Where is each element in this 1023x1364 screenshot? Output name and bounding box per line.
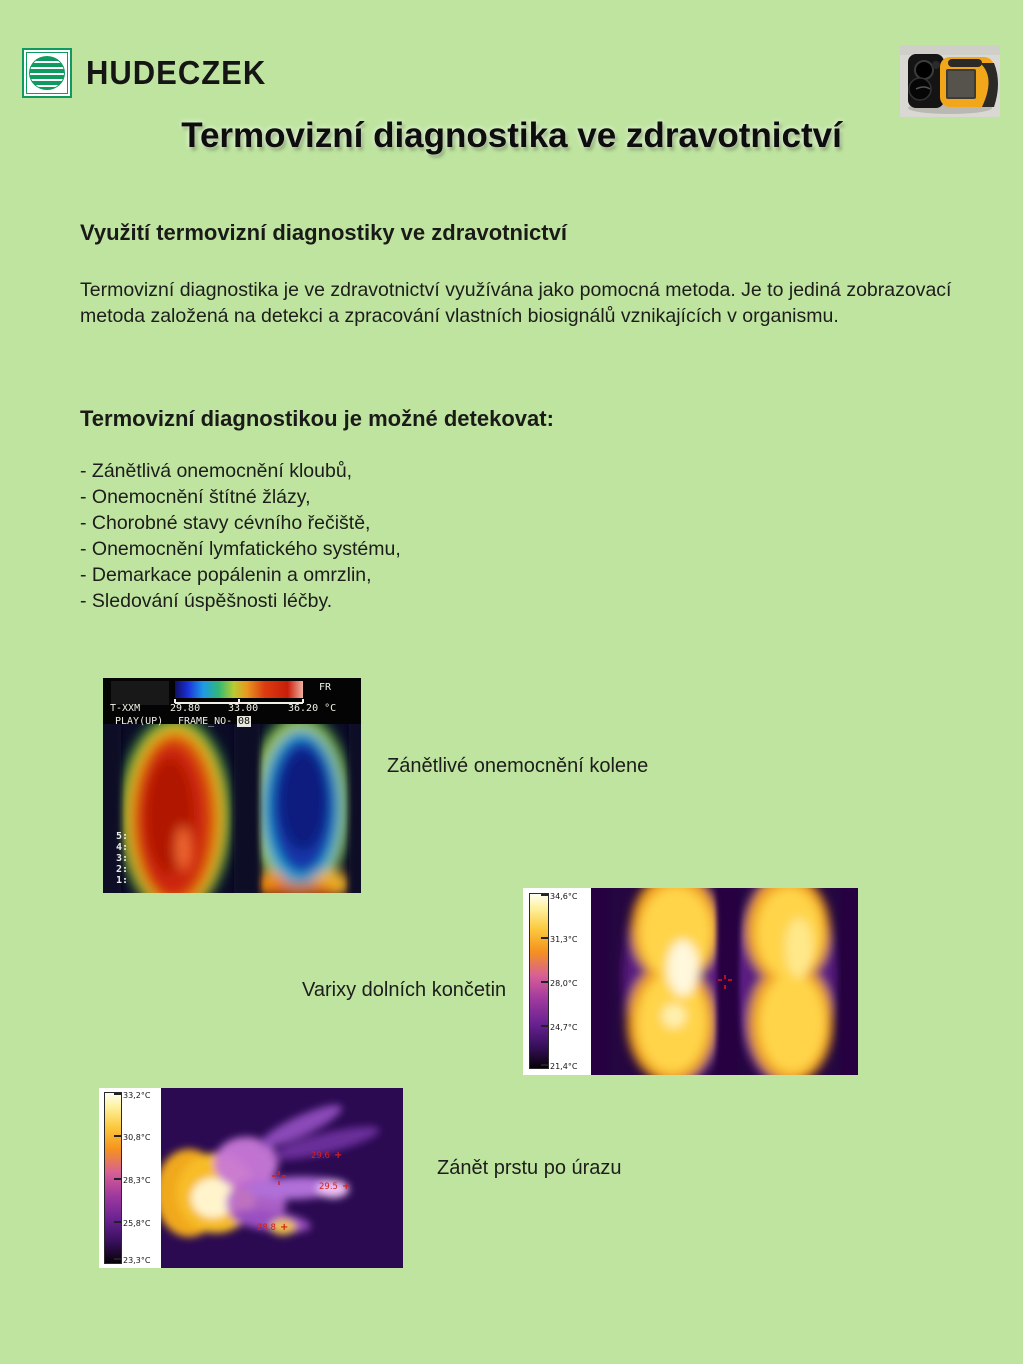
spot-cross-icon: + xyxy=(333,1150,343,1161)
scale-tick-label: 31,3°C xyxy=(550,935,578,944)
right-leg-region xyxy=(733,888,837,1075)
list-item: - Zánětlivá onemocnění kloubů, xyxy=(80,460,353,482)
figure-caption-hand: Zánět prstu po úrazu xyxy=(437,1157,622,1179)
page-title: Termovizní diagnostika ve zdravotnictví xyxy=(181,116,842,155)
hand-thermogram-image xyxy=(161,1088,403,1268)
company-logo xyxy=(22,48,266,98)
scale-tick-label: 23,3°C xyxy=(123,1256,151,1265)
detect-list xyxy=(80,458,401,614)
osd-scale-min: 29.80 xyxy=(170,703,201,714)
scale-tick-label: 21,4°C xyxy=(550,1062,578,1071)
spot-cross-icon: + xyxy=(341,1181,351,1192)
temperature-scale xyxy=(523,888,591,1075)
scale-tick-label: 28,3°C xyxy=(123,1176,151,1185)
thermal-camera-photo xyxy=(900,45,1000,117)
color-scale-bar xyxy=(175,681,303,698)
scale-tick-label: 28,0°C xyxy=(550,979,578,988)
hand-thermogram-figure xyxy=(99,1088,403,1268)
intro-heading: Využití termovizní diagnostiky ve zdravotnictví xyxy=(80,220,567,245)
scale-tick-label: 33,2°C xyxy=(123,1091,151,1100)
spot-cross-icon: + xyxy=(279,1222,289,1233)
left-leg-region xyxy=(623,888,733,1075)
detect-heading: Termovizní diagnostikou je možné detekovat: xyxy=(80,406,554,431)
osd-scale-mid: 33.00 xyxy=(228,703,259,714)
legs-thermogram-image xyxy=(591,888,858,1075)
scale-tick-label: 34,6°C xyxy=(550,892,578,901)
list-item: - Chorobné stavy cévního řečiště, xyxy=(80,512,371,534)
osd-scale-max: 36.20 °C xyxy=(288,703,337,714)
osd-fr-label: FR xyxy=(319,682,332,693)
osd-device-label: T-XXM xyxy=(110,703,141,714)
spot-temperature: 28.8 + xyxy=(257,1222,289,1233)
knee-thermogram-figure xyxy=(103,678,361,893)
spot-temperature: 29.5 + xyxy=(319,1181,351,1192)
scale-tick-label: 30,8°C xyxy=(123,1133,151,1142)
list-item: - Demarkace popálenin a omrzlin, xyxy=(80,564,372,586)
scale-tick-label: 24,7°C xyxy=(550,1023,578,1032)
figure-caption-knee: Zánětlivé onemocnění kolene xyxy=(387,755,649,777)
list-item: - Sledování úspěšnosti léčby. xyxy=(80,590,333,612)
right-knee-cool-region xyxy=(248,714,352,893)
list-item: - Onemocnění štítné žlázy, xyxy=(80,486,311,508)
brand-name: HUDECZEK xyxy=(86,53,267,92)
spot-temperature: 29.6 + xyxy=(311,1150,343,1161)
legs-thermogram-figure xyxy=(523,888,858,1075)
list-item: - Onemocnění lymfatického systému, xyxy=(80,538,401,560)
intro-paragraph: Termovizní diagnostika je ve zdravotnictví využívána jako pomocná metoda. Je to jediná zobrazovací metoda založená na detekci a zpracování vlastních biosignálů vznikajících v organismu. xyxy=(80,279,952,327)
osd-line-marks: 5: 4: 3: 2: 1: xyxy=(116,831,129,886)
globe-stripes-icon xyxy=(22,48,72,98)
figure-caption-varixy: Varixy dolních končetin xyxy=(302,979,507,1001)
osd-play-label: PLAY(UP) xyxy=(115,716,164,727)
temperature-scale xyxy=(99,1088,161,1268)
osd-frame-label: FRAME_NO- xyxy=(178,716,233,727)
osd-frame-number: 08 xyxy=(238,716,251,727)
scale-tick-label: 25,8°C xyxy=(123,1219,151,1228)
